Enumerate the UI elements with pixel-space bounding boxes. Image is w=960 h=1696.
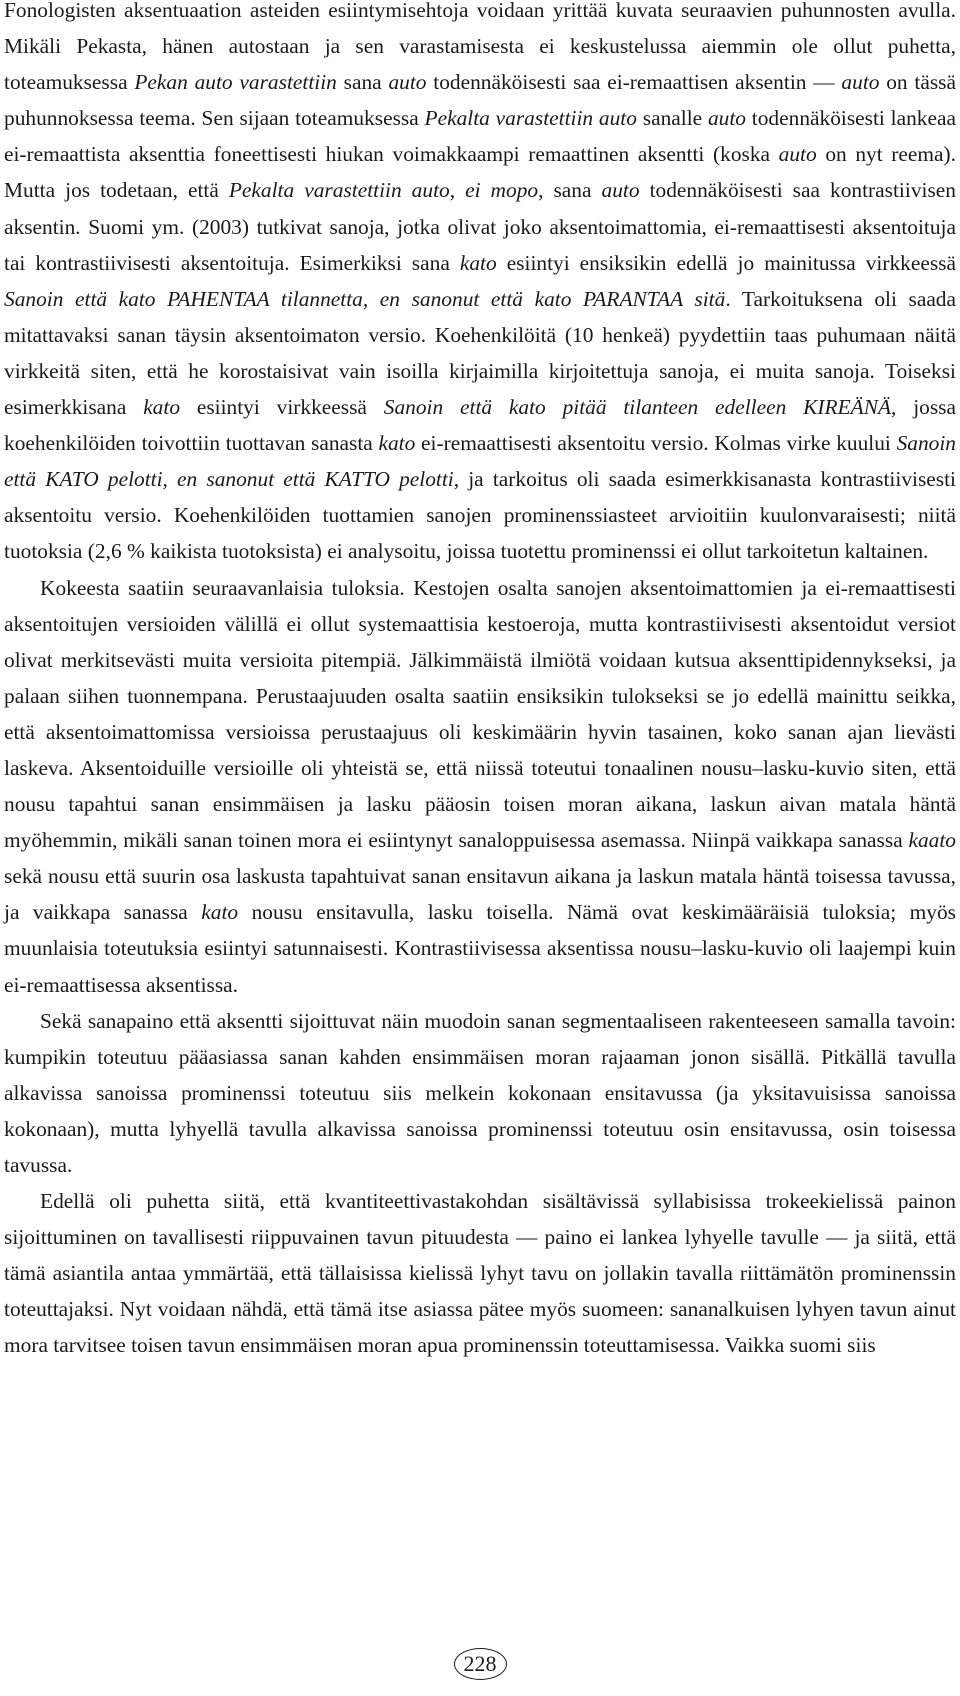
text-run: todennäköisesti saa kontrastiivisen aksentin. Suomi ym. (2003) tutkivat sanoja, jotka olivat joko aksentoimattomia, ei-remaattisesti aksentoituja tai kontrastiivisesti aksentoituja. Esimerkiksi sana	[4, 178, 956, 275]
italic-text-run: auto	[601, 178, 640, 203]
italic-text-run: auto	[778, 142, 817, 167]
text-run: sana	[336, 70, 389, 95]
text-run: sanalle	[636, 106, 708, 131]
italic-text-run: Sanoin että kato pitää tilanteen edelleen KIREÄNÄ	[383, 395, 892, 420]
text-run: todennäköisesti lankeaa ei-remaattista aksenttia foneettisesti hiukan voimakkaampi remaattinen aksentti (koska	[4, 106, 956, 167]
text-run: nousu ensitavulla, lasku toisella. Nämä ovat keskimääräisiä tuloksia; myös muunlaisia toteutuksia esiintyi satunnaisesti. Kontrastiivisessa aksentissa nousu–lasku-kuvio oli laajempi kuin ei-remaattisessa aksentissa.	[4, 900, 956, 997]
paragraph-3	[4, 1003, 956, 1183]
text-run: Edellä oli puhetta siitä, että kvantiteettivastakohdan sisältävissä syllabisissa trokeekielissä painon sijoittuminen on tavallisesti riippuvainen tavun pituudesta — paino ei lankea lyhyelle tavulle — ja siitä, että tämä asiantila antaa ymmärtää, että tällaisissa kielissä lyhyt tavu on jollakin tavalla riittämätön prominenssin toteuttajaksi. Nyt voidaan nähdä, että tämä itse asiassa pätee myös suomeen: sananalkuisen lyhyen tavun ainut mora tarvitsee toisen tavun ensimmäisen moran apua prominenssin toteuttamisessa. Vaikka suomi siis	[4, 1189, 956, 1358]
italic-text-run: Sanoin että kato PAHENTAA tilannetta, en sanonut että kato PARANTAA sitä	[4, 286, 726, 311]
italic-text-run: Sanoin että KATO pelotti, en sanonut että KATTO pelotti	[4, 431, 956, 492]
italic-text-run: kaato	[908, 828, 956, 853]
text-run: , sana	[538, 178, 602, 203]
italic-text-run: kato	[459, 250, 497, 275]
text-run: on nyt reema). Mutta jos todetaan, että	[4, 142, 957, 203]
paragraph-1	[4, 0, 956, 570]
text-run: esiintyi ensiksikin edellä jo mainitussa virkkeessä	[496, 250, 956, 275]
italic-text-run: kato	[201, 900, 239, 925]
document-body	[4, 0, 956, 1364]
text-run: , jossa koehenkilöiden toivottiin tuottavan sanasta	[4, 395, 957, 456]
page-number	[0, 1648, 960, 1680]
text-run: Kokeesta saatiin seuraavanlaisia tuloksia. Kestojen osalta sanojen aksentoimattomien ja ei-remaattisesti aksentoitujen versioiden välillä ei ollut systemaattisia kestoeroja, mutta kontrastiivisesti aksentoidut versiot olivat merkitsevästi muita versioita pitempiä. Jälkimmäistä ilmiötä voidaan kutsua aksenttipidennykseksi, ja palaan siihen tuonnempana. Perustaajuuden osalta saatiin ensiksikin tulokseksi se jo edellä mainittu seikka, että aksentoimattomissa versioissa perustaajuus oli keskimäärin hyvin tasainen, koko sanan ajan lievästi laskeva. Aksentoiduille versioille oli yhteistä se, että niissä toteutui tonaalinen nousu–lasku-kuvio siten, että nousu tapahtui sanan ensimmäisen ja lasku pääosin toisen moran aikana, laskun aivan matala häntä myöhemmin, mikäli sanan toinen mora ei esiintynyt sanaloppuisessa asemassa. Niinpä vaikkapa sanassa	[4, 575, 956, 853]
italic-text-run: auto	[841, 70, 880, 95]
italic-text-run: auto	[388, 70, 427, 95]
text-run: sekä nousu että suurin osa laskusta tapahtuivat sanan ensitavun aikana ja laskun matala häntä toisessa tavussa, ja vaikkapa sanassa	[4, 864, 956, 925]
italic-text-run: auto	[707, 106, 746, 131]
text-run: Sekä sanapaino että aksentti sijoittuvat näin muodoin sanan segmentaaliseen rakenteeseen samalla tavoin: kumpikin toteutuu pääasiassa sanan kahden ensimmäisen moran rajaaman jonon sisällä. Pitkällä tavulla alkavissa sanoissa prominenssi toteutuu siis melkein kokonaan ensitavussa (ja yksitavuisissa sanoissa kokonaan), mutta lyhyellä tavulla alkavissa sanoissa prominenssi toteutuu osin ensitavussa, osin toisessa tavussa.	[4, 1008, 956, 1177]
text-run: esiintyi virkkeessä	[180, 395, 384, 420]
italic-text-run: kato	[143, 395, 181, 420]
text-run: todennäköisesti saa ei-remaattisen aksentin —	[426, 70, 842, 95]
text-run: on tässä puhunnoksessa teema. Sen sijaan toteamuksessa	[4, 70, 956, 131]
text-run: . Tarkoituksena oli saada mitattavaksi sanan täysin aksentoimaton versio. Koehenkilöitä (10 henkeä) pyydettiin taas puhumaan näitä virkkeitä siten, että he korostaisivat vain isoilla kirjaimilla kirjoitettuja sanoja, ei muita sanoja. Toiseksi esimerkkisana	[4, 286, 957, 420]
text-run: , ja tarkoitus oli saada esimerkkisanasta kontrastiivisesti aksentoitu versio. Koehenkilöiden tuottamien sanojen prominenssiasteet arvioitiin kuulonvaraisesti; niitä tuotoksia (2,6 % kaikista tuotoksista) ei analysoitu, joissa tuotettu prominenssi ei ollut tarkoitetun kaltainen.	[4, 467, 956, 564]
text-run: Fonologisten aksentuaation asteiden esiintymisehtoja voidaan yrittää kuvata seuraavien puhunnosten avulla. Mikäli Pekasta, hänen autostaan ja sen varastamisesta ei keskustelussa aiemmin ole ollut puhetta, toteamuksessa	[4, 0, 956, 95]
italic-text-run: Pekalta varastettiin auto	[424, 106, 637, 131]
paragraph-2	[4, 570, 956, 1003]
italic-text-run: Pekalta varastettiin auto, ei mopo	[228, 178, 539, 203]
italic-text-run: Pekan auto varastettiin	[134, 70, 337, 95]
text-run: ei-remaattisesti aksentoitu versio. Kolmas virke kuului	[415, 431, 897, 456]
italic-text-run: kato	[378, 431, 416, 456]
paragraph-4	[4, 1183, 956, 1363]
page-number-label: 228	[454, 1648, 507, 1680]
